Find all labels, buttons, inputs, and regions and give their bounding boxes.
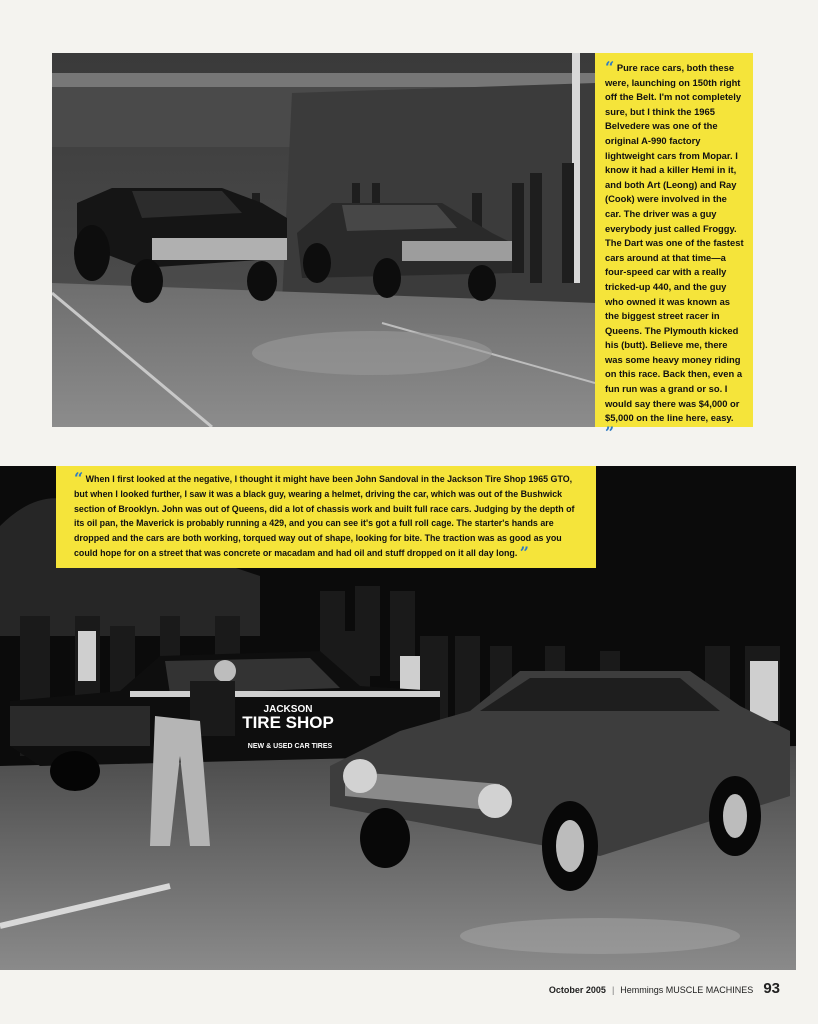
caption-top <box>595 53 753 442</box>
caption-bottom <box>56 466 596 568</box>
open-quote-mark: “ <box>74 469 84 488</box>
page-footer <box>549 980 780 997</box>
caption-bottom-text: When I first looked at the negative, I thought it might have been John Sandoval in the Jackson Tire Shop 1965 GTO, but when I looked further, I saw it was a black guy, wearing a helmet, driving the car, which was out of the Bushwick section of Brooklyn. John was out of Queens, did a lot of chassis work and built full race cars. Judging by the depth of its oil pan, the Maverick is probably running a 429, and you can see it's got a full roll cage. The starter's hands are dropped and the cars are both working, torqued way out of shape, looking for bite. The traction was as good as you could hope for on a street that was concrete or macadam and had oil and stuff dropped on it all day long. <box>74 474 575 558</box>
door-lettering-tire-shop: TIRE SHOP <box>242 713 334 732</box>
page-number: 93 <box>763 980 780 997</box>
caption-top-text: Pure race cars, both these were, launching on 150th right off the Belt. I'm not completely sure, but I think the 1965 Belvedere was one of the original A-990 factory lightweight cars from Mopar. I know it had a killer Hemi in it, and both Art (Leong) and Ray (Cook) were involved in the car. The driver was a guy everybody just called Froggy. The Dart was one of the fastest cars around at that time—a four-speed car with a really tricked-up 440, and the guy who owned it was known as the biggest street racer in Queens. The Plymouth kicked his (butt). Believe me, there was some heavy money riding on this race. Back then, even a fun run was a grand or so. I would say there was $4,000 or $5,000 on the line here, easy. <box>605 62 744 424</box>
footer-separator: | <box>611 985 615 995</box>
gto-side-stripe <box>130 691 440 697</box>
photo-top-illustration <box>52 53 595 427</box>
close-quote-mark: ” <box>519 542 529 562</box>
door-lettering-tires: NEW & USED CAR TIRES <box>247 743 333 750</box>
magazine-name: Hemmings MUSCLE MACHINES <box>620 985 754 995</box>
close-quote-mark: ” <box>605 422 615 442</box>
road-glare <box>460 918 740 954</box>
door-lettering-jackson: JACKSON <box>263 704 313 715</box>
open-quote-mark: “ <box>605 58 615 77</box>
issue-date: October 2005 <box>548 985 606 995</box>
photo-top-drag-race <box>52 53 595 427</box>
overpass <box>52 73 595 87</box>
road-glare <box>252 331 492 375</box>
